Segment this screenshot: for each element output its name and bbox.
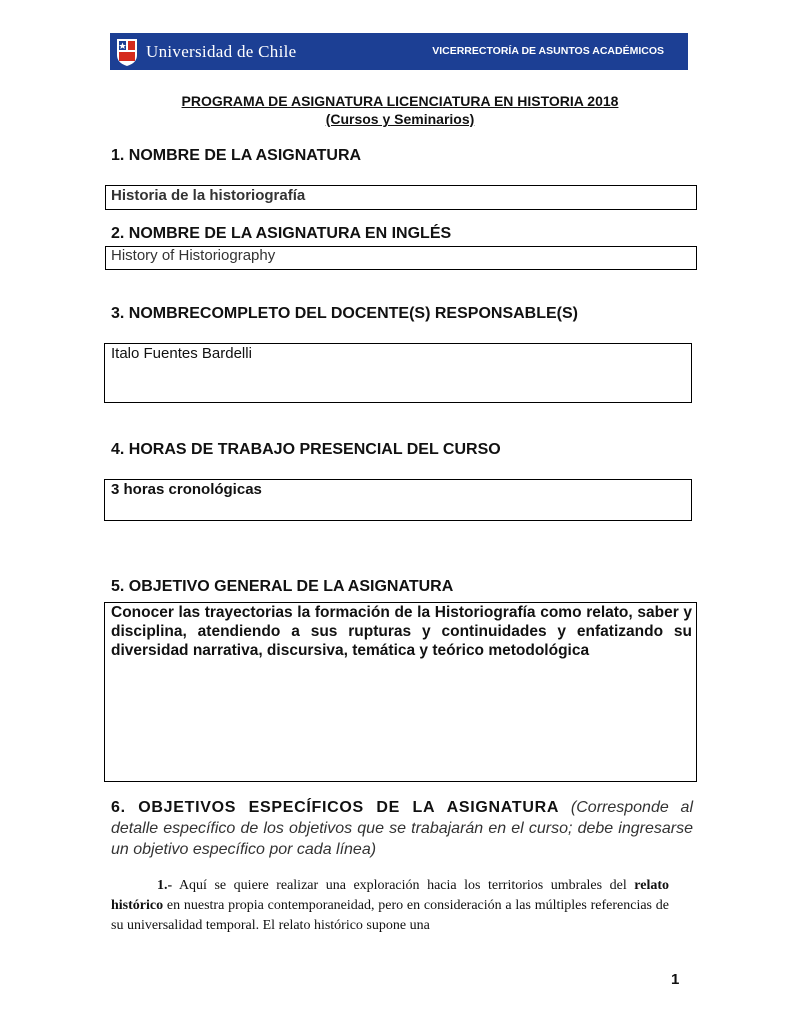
objective-text-a: Aquí se quiere realizar una exploración hacia los territorios umbrales del — [172, 878, 635, 893]
section-6 — [111, 797, 693, 860]
section-4-heading: 4. HORAS DE TRABAJO PRESENCIAL DEL CURSO — [111, 441, 501, 458]
university-name: Universidad de Chile — [146, 41, 297, 61]
objective-number: 1.- — [157, 878, 173, 893]
general-objective: Conocer las trayectorias la formación de la Historiografía como relato, saber y disciplina, atendiendo a sus rupturas y continuidades y enfatizando su diversidad narrativa, discursiva, temática y teórico metodológica — [111, 604, 692, 659]
objective-text-b: en nuestra propia contemporaneidad, pero en consideración a las múltiples referencias de su universalidad temporal. El relato histórico supone una — [111, 898, 669, 933]
specific-objective-1 — [111, 876, 669, 936]
office-name: VICERRECTORÍA DE ASUNTOS ACADÉMICOS — [432, 45, 664, 57]
university-crest-icon — [116, 37, 138, 67]
objective-bold-term: relato histórico — [111, 878, 669, 913]
section-3-heading: 3. NOMBRECOMPLETO DEL DOCENTE(S) RESPONSABLE(S) — [111, 305, 578, 322]
page-number: 1 — [671, 971, 680, 988]
section-5-heading: 5. OBJETIVO GENERAL DE LA ASIGNATURA — [111, 578, 454, 595]
document-title: PROGRAMA DE ASIGNATURA LICENCIATURA EN HISTORIA 2018 — [181, 93, 619, 109]
section-1-heading: 1. NOMBRE DE LA ASIGNATURA — [111, 147, 362, 164]
contact-hours: 3 horas cronológicas — [111, 481, 262, 498]
document-subtitle: (Cursos y Seminarios) — [325, 111, 475, 127]
section-2-heading: 2. NOMBRE DE LA ASIGNATURA EN INGLÉS — [111, 225, 452, 242]
section-6-heading: 6. OBJETIVOS ESPECÍFICOS DE LA ASIGNATURA — [111, 799, 560, 816]
course-name: Historia de la historiografía — [111, 187, 306, 204]
course-name-english: History of Historiography — [111, 247, 276, 264]
header-banner — [110, 33, 688, 70]
instructor-name: Italo Fuentes Bardelli — [111, 345, 252, 362]
section-6-note: (Corresponde al detalle específico de los objetivos que se trabajarán en el curso; debe ingresarse un objetivo específico por cada línea) — [111, 799, 693, 858]
